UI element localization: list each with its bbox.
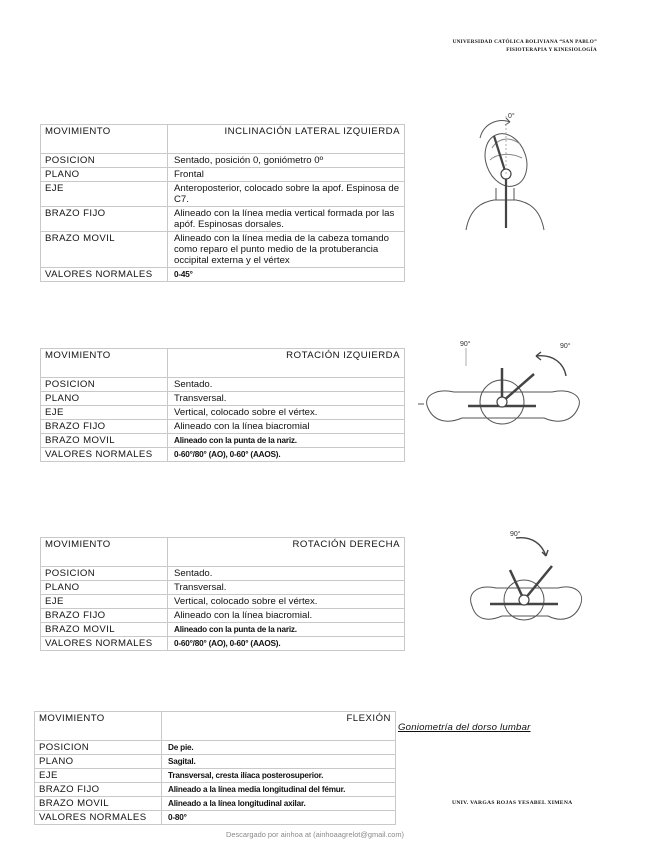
row-label: EJE (35, 769, 162, 783)
row-value: Sagital. (162, 755, 396, 769)
head-label: MOVIMIENTO (41, 125, 168, 154)
header-career: FISIOTERAPIA Y KINESIOLOGÍA (506, 47, 597, 53)
row-value: Alineado con la línea biacromial. (168, 609, 405, 623)
row-label: BRAZO FIJO (35, 783, 162, 797)
fig2-angle-left-label: 90° (460, 341, 471, 348)
row-label: EJE (41, 406, 168, 420)
row-label: PLANO (41, 581, 168, 595)
lateral-inclination-figure (460, 108, 550, 233)
head-label: MOVIMIENTO (41, 538, 168, 567)
row-label: VALORES NORMALES (35, 811, 162, 825)
row-label: EJE (41, 595, 168, 609)
row-value: Alineado a la línea longitudinal axilar. (162, 797, 396, 811)
row-value: Alineado con la punta de la nariz. (168, 623, 405, 637)
head-label: MOVIMIENTO (41, 349, 168, 378)
row-label: POSICION (41, 154, 168, 168)
row-value: De pie. (162, 741, 396, 755)
row-label: PLANO (41, 392, 168, 406)
row-value: Alineado con la línea media vertical formada por las apóf. Espinosas dorsales. (168, 207, 405, 232)
row-label: BRAZO MOVIL (41, 434, 168, 448)
row-value: Transversal. (168, 581, 405, 595)
row-label: VALORES NORMALES (41, 268, 168, 282)
row-label: POSICION (41, 567, 168, 581)
movement-title: ROTACIÓN IZQUIERDA (168, 349, 405, 378)
row-label: VALORES NORMALES (41, 637, 168, 651)
movement-title: ROTACIÓN DERECHA (168, 538, 405, 567)
row-value: Alineado con la línea media de la cabeza tomando como reparo el punto medio de la protuberancia occipital externa y el vértex (168, 232, 405, 268)
row-value: Alineado con la punta de la nariz. (168, 434, 405, 448)
table-left-rotation (40, 348, 405, 462)
row-label: PLANO (35, 755, 162, 769)
row-label: POSICION (41, 378, 168, 392)
row-value: 0-45° (168, 268, 405, 282)
row-label: POSICION (35, 741, 162, 755)
left-rotation-figure (418, 336, 588, 436)
table-flexion (34, 711, 396, 825)
row-value: 0-80° (162, 811, 396, 825)
row-value: Sentado, posición 0, goniómetro 0º (168, 154, 405, 168)
row-value: 0-60°/80° (AO), 0-60° (AAOS). (168, 448, 405, 462)
row-label: BRAZO FIJO (41, 420, 168, 434)
row-value: Transversal. (168, 392, 405, 406)
row-value: Sentado. (168, 567, 405, 581)
header-university: UNIVERSIDAD CATÓLICA BOLIVIANA “SAN PABLO” (452, 39, 597, 45)
row-value: Sentado. (168, 378, 405, 392)
dorso-lumbar-link[interactable]: Goniometría del dorso lumbar (398, 722, 531, 733)
row-value: Anteroposterior, colocado sobre la apof. Espinosa de C7. (168, 182, 405, 207)
row-value: Vertical, colocado sobre el vértex. (168, 595, 405, 609)
fig3-angle-label: 90° (510, 531, 521, 538)
table-right-rotation (40, 537, 405, 651)
row-label: VALORES NORMALES (41, 448, 168, 462)
row-label: BRAZO MOVIL (41, 623, 168, 637)
row-value: Transversal, cresta ilíaca posterosuperior. (162, 769, 396, 783)
row-label: BRAZO MOVIL (35, 797, 162, 811)
author-name: UNIV. VARGAS ROJAS YESABEL XIMENA (452, 800, 573, 806)
movement-title: INCLINACIÓN LATERAL IZQUIERDA (168, 125, 405, 154)
table-lateral-inclination (40, 124, 405, 282)
fig1-angle-label: 0° (508, 113, 515, 120)
document-header (453, 38, 597, 54)
row-label: EJE (41, 182, 168, 207)
download-footer: Descargado por ainhoa at (ainhoaagrelot@gmail.com) (226, 830, 404, 839)
row-value: 0-60°/80° (AO), 0-60° (AAOS). (168, 637, 405, 651)
row-label: BRAZO MOVIL (41, 232, 168, 268)
row-label: BRAZO FIJO (41, 609, 168, 623)
head-label: MOVIMIENTO (35, 712, 162, 741)
fig2-angle-right-label: 90° (560, 343, 571, 350)
row-value: Vertical, colocado sobre el vértex. (168, 406, 405, 420)
right-rotation-figure (466, 526, 586, 636)
row-label: BRAZO FIJO (41, 207, 168, 232)
row-value: Alineado a la línea media longitudinal del fémur. (162, 783, 396, 797)
row-value: Alineado con la línea biacromial (168, 420, 405, 434)
movement-title: FLEXIÓN (162, 712, 396, 741)
row-label: PLANO (41, 168, 168, 182)
row-value: Frontal (168, 168, 405, 182)
